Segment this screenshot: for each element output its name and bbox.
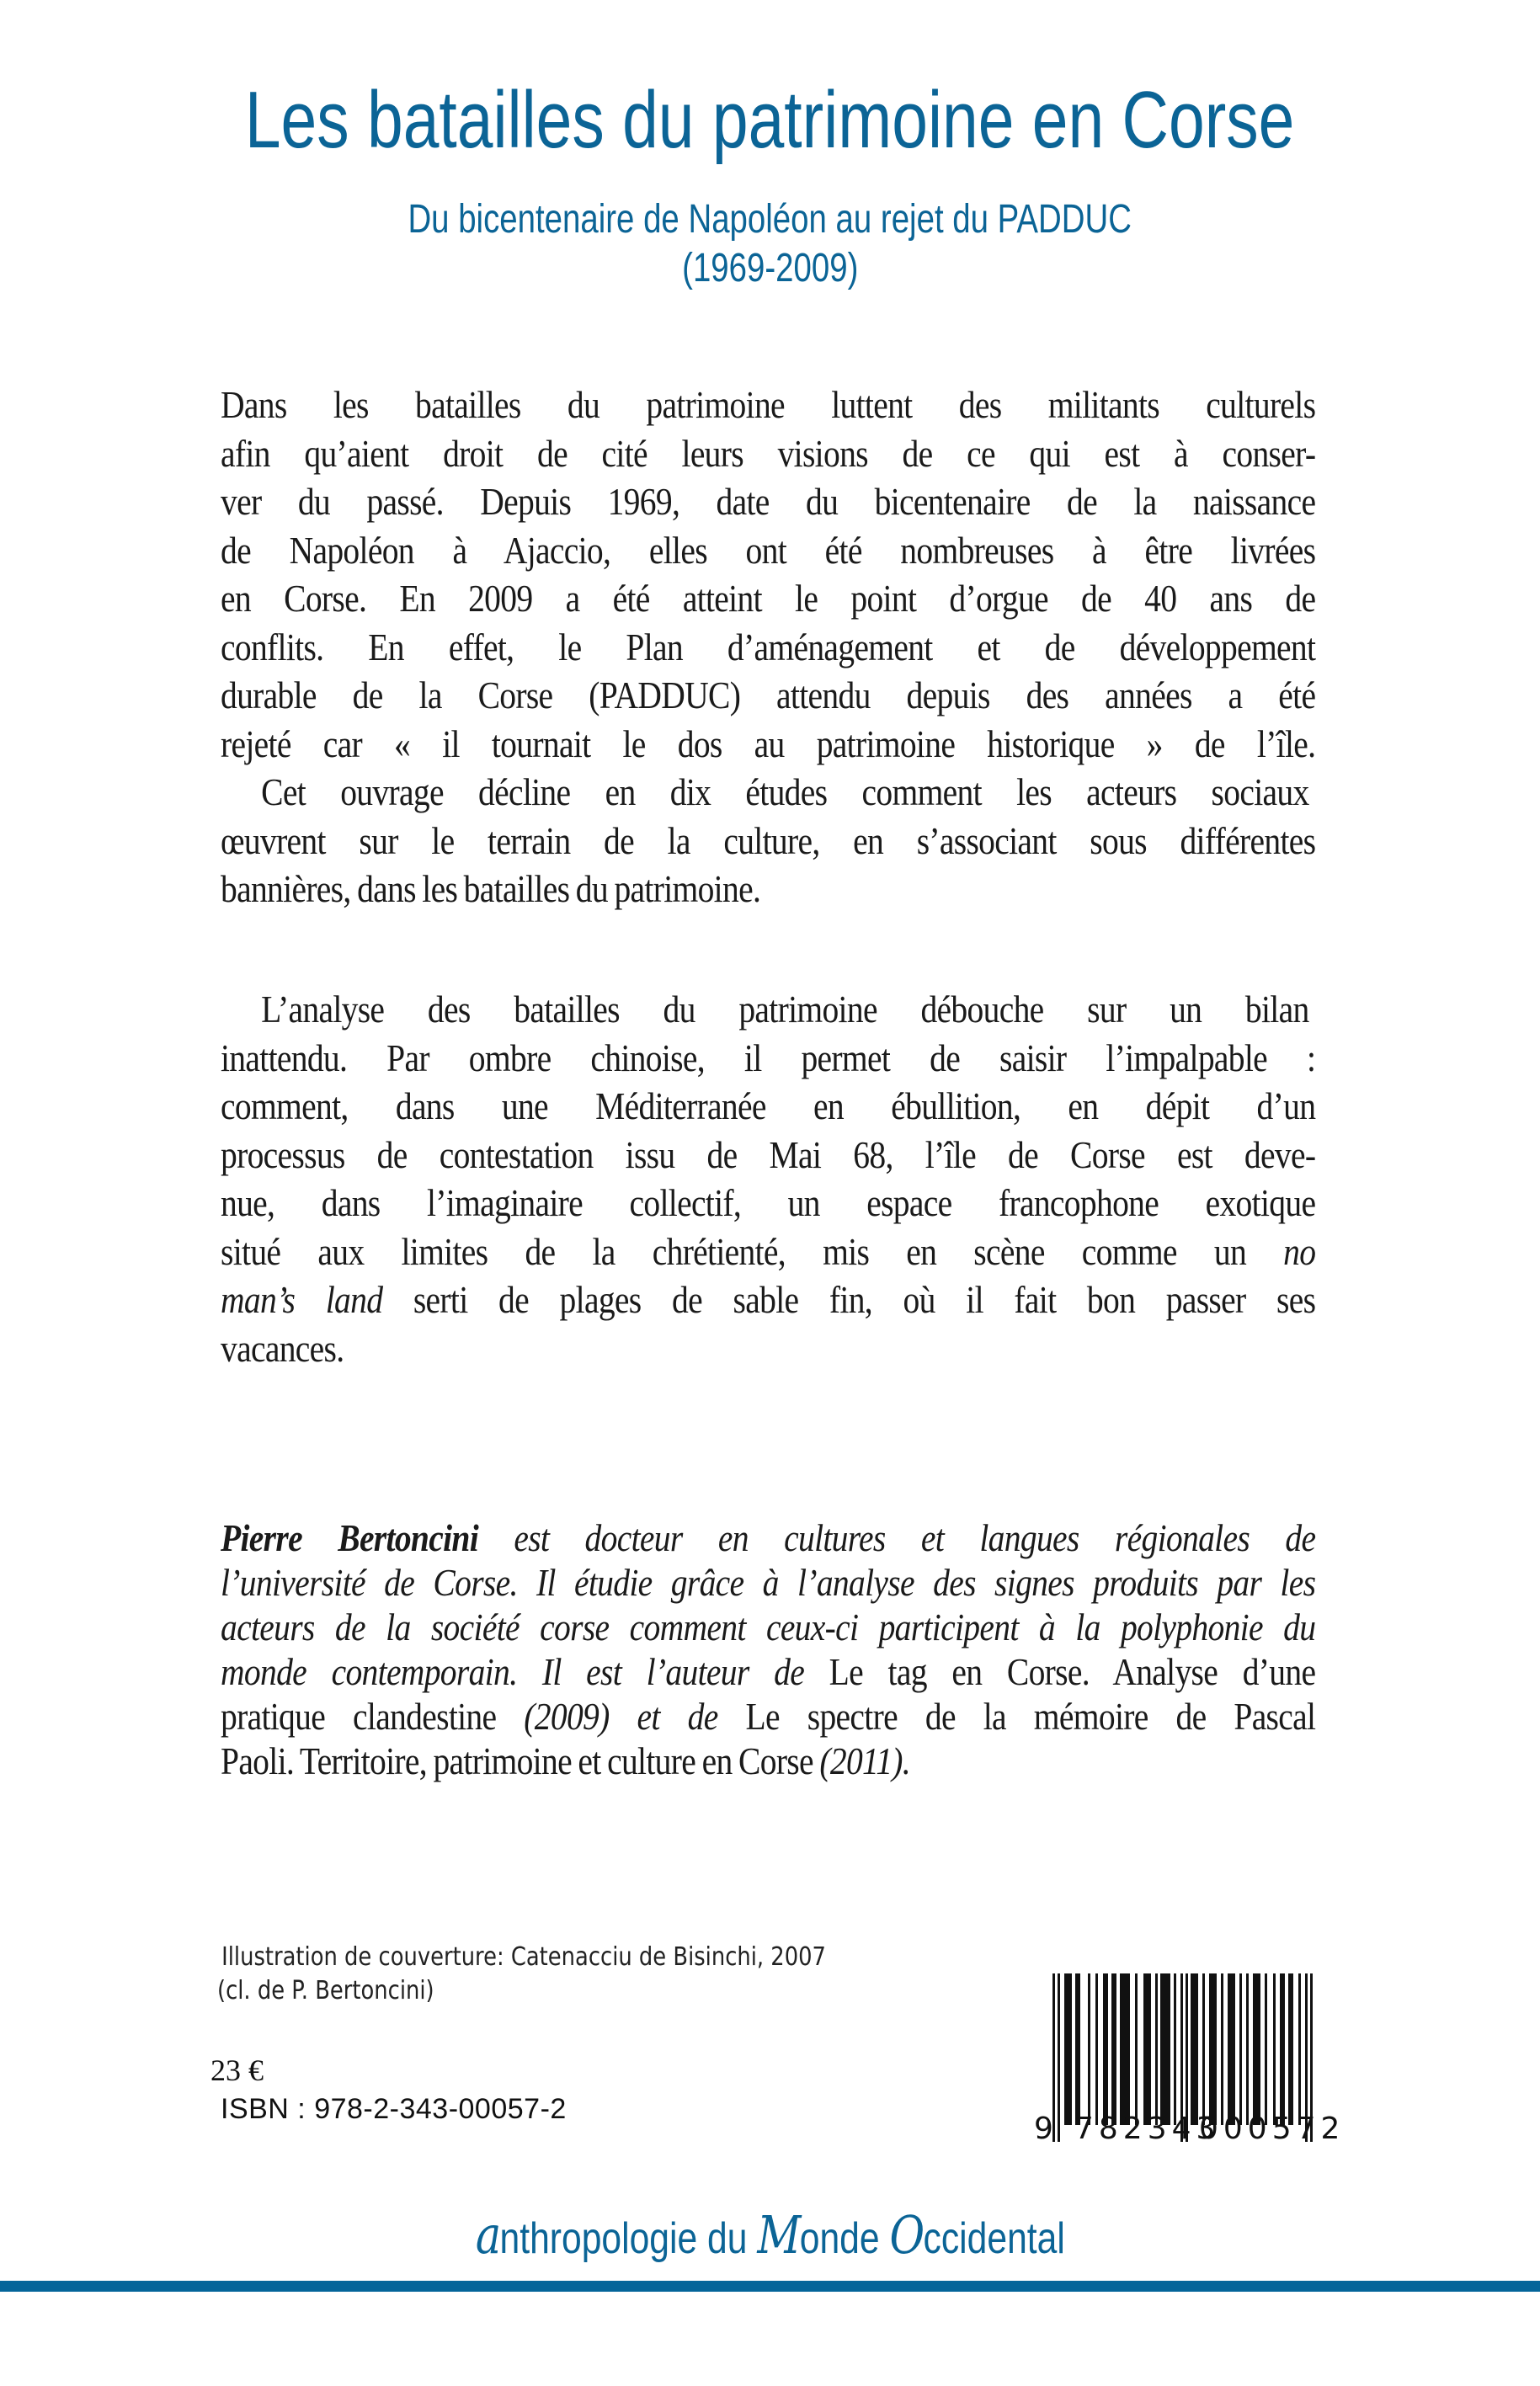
author-name: Pierre Bertoncini xyxy=(221,1516,479,1559)
barcode-digit-first: 9 xyxy=(1034,2112,1053,2146)
text-line-content xyxy=(221,1739,1315,1783)
series-logo-text xyxy=(475,2204,1064,2266)
text-line xyxy=(221,768,1315,817)
text-line-content: afin qu’aient droit de cité leurs visions de ce qui est à conser- xyxy=(221,431,1316,475)
text-line-content: L’analyse des batailles du patrimoine débouche sur un bilan xyxy=(261,988,1309,1031)
text-segment: serti de plages de sable fin, où il fait bon passer ses xyxy=(382,1278,1316,1321)
text-line-content: comment, dans une Méditerranée en ébullition, en dépit d’un xyxy=(221,1084,1316,1127)
bottom-rule xyxy=(0,2281,1540,2292)
text-line xyxy=(221,671,1315,720)
text-line xyxy=(221,1082,1315,1131)
text-line-content: processus de contestation issu de Mai 68, l’île de Corse est deve- xyxy=(221,1132,1316,1176)
series-text-part: onde xyxy=(799,2214,890,2263)
text-line-content: de Napoléon à Ajaccio, elles ont été nombreuses à être livrées xyxy=(221,528,1316,572)
series-initial-m: M xyxy=(757,2204,800,2266)
book-title-reference: Paoli. Territoire, patrimoine et culture en Corse xyxy=(221,1739,820,1782)
text-line xyxy=(221,1649,1315,1694)
text-line-content: vacances. xyxy=(221,1326,344,1370)
text-line xyxy=(221,1560,1315,1605)
series-initial-o: O xyxy=(889,2204,924,2266)
text-line-content: bannières, dans les batailles du patrimoine. xyxy=(221,867,761,910)
text-segment: est docteur en cultures et langues régionales de xyxy=(478,1516,1316,1559)
series-text-part: nthropologie du xyxy=(499,2214,758,2263)
summary-paragraph-1 xyxy=(221,381,1315,768)
subtitle-line-2: (1969-2009) xyxy=(681,246,859,290)
italic-segment: monde contemporain. Il est l’auteur de xyxy=(221,1650,829,1693)
text-line xyxy=(221,1228,1315,1276)
text-line-content: Dans les batailles du patrimoine luttent des militants culturels xyxy=(221,383,1316,426)
text-line xyxy=(221,1694,1315,1739)
text-line xyxy=(221,623,1315,672)
text-line-content: conflits. En effet, le Plan d’aménagement et de développement xyxy=(221,625,1316,668)
text-segment: situé aux limites de la chrétienté, mis en scène comme un xyxy=(221,1229,1247,1273)
book-subtitle xyxy=(0,195,1540,293)
barcode-digits-left: 782343 xyxy=(1074,2112,1221,2146)
illustration-credit xyxy=(217,1941,925,2008)
text-line xyxy=(221,574,1315,623)
text-line xyxy=(221,1034,1315,1083)
subtitle-line-1: Du bicentenaire de Napoléon au rejet du PADDUC xyxy=(408,197,1132,242)
book-title-text: Les batailles du patrimoine en Corse xyxy=(245,75,1295,165)
text-line xyxy=(221,526,1315,575)
text-line-content: l’université de Corse. Il étudie grâce à l’analyse des signes produits par les xyxy=(221,1561,1316,1604)
text-line xyxy=(221,817,1315,865)
author-bio xyxy=(221,1515,1315,1783)
text-line xyxy=(221,720,1315,769)
text-line-content: inattendu. Par ombre chinoise, il permet de saisir l’impalpable : xyxy=(221,1036,1316,1079)
text-line xyxy=(221,1131,1315,1180)
series-initial-a: a xyxy=(475,2204,500,2266)
text-line xyxy=(221,865,1315,913)
text-line xyxy=(221,477,1315,526)
text-line-content: œuvrent sur le terrain de la culture, en s’associant sous différentes xyxy=(221,818,1316,862)
barcode-digits-right: 000572 xyxy=(1199,2112,1346,2146)
text-line-content: rejeté car « il tournait le dos au patrimoine historique » de l’île. xyxy=(221,722,1316,765)
summary-paragraph-3 xyxy=(221,985,1315,1372)
text-line xyxy=(221,429,1315,478)
summary-paragraph-2 xyxy=(221,768,1315,913)
text-line xyxy=(221,1515,1315,1560)
text-line-content xyxy=(221,1694,1315,1739)
series-text-part: ccidental xyxy=(923,2214,1065,2263)
text-line-content xyxy=(221,1649,1315,1694)
text-line-content: en Corse. En 2009 a été atteint le point d’orgue de 40 ans de xyxy=(221,577,1316,620)
price-label: 23 € xyxy=(210,2053,264,2087)
barcode-digits xyxy=(1032,2112,1352,2145)
book-title xyxy=(0,74,1540,167)
text-line-content xyxy=(221,1276,1315,1324)
text-line-content: durable de la Corse (PADDUC) attendu depuis des années a été xyxy=(221,674,1316,716)
text-line xyxy=(221,1276,1315,1324)
credit-line-2: (cl. de P. Bertoncini) xyxy=(217,1976,434,2005)
italic-segment: no xyxy=(1283,1229,1316,1273)
text-line-content: ver du passé. Depuis 1969, date du bicentenaire de la naissance xyxy=(221,480,1316,523)
text-line-content xyxy=(221,1228,1315,1276)
credit-line-1: Illustration de couverture: Catenacciu de Bisinchi, 2007 xyxy=(221,1942,826,1972)
text-line xyxy=(221,1605,1315,1649)
text-line xyxy=(221,1324,1315,1373)
text-line-content xyxy=(221,1515,1315,1560)
text-line xyxy=(221,381,1315,429)
text-line xyxy=(221,985,1315,1034)
italic-segment: (2011). xyxy=(819,1739,910,1782)
italic-segment: man’s land xyxy=(221,1278,383,1321)
series-logo xyxy=(0,2204,1540,2266)
text-line xyxy=(221,1739,1315,1783)
book-title-reference: Le tag en Corse. Analyse d’une xyxy=(829,1650,1316,1693)
text-line-content: Cet ouvrage décline en dix études comment les acteurs sociaux xyxy=(261,770,1309,813)
isbn-label: ISBN : 978-2-343-00057-2 xyxy=(221,2093,567,2125)
text-line-content: acteurs de la société corse comment ceux-ci participent à la polyphonie du xyxy=(221,1606,1316,1648)
text-line-content: nue, dans l’imaginaire collectif, un espace francophone exotique xyxy=(221,1181,1316,1224)
book-title-reference: Le spectre de la mémoire de Pascal xyxy=(745,1695,1316,1738)
text-line xyxy=(221,1179,1315,1228)
book-title-reference: pratique clandestine xyxy=(221,1695,525,1738)
italic-segment: (2009) et de xyxy=(524,1695,746,1738)
